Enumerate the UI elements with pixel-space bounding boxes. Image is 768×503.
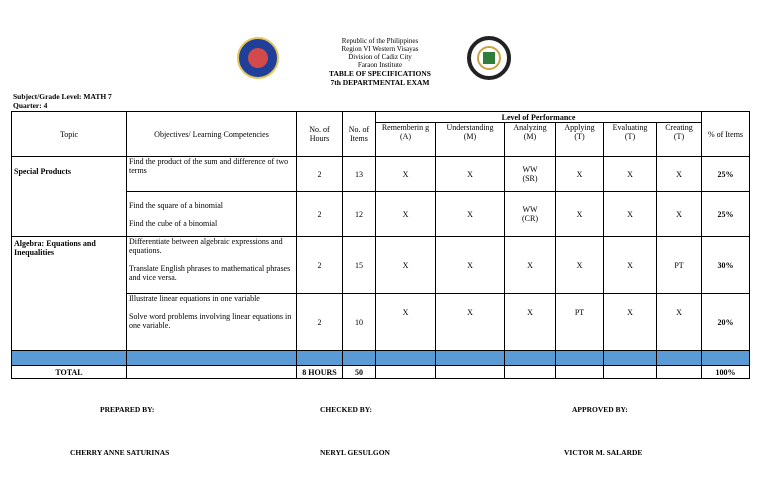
subject-grade-level: Subject/Grade Level: MATH 7 [13, 92, 112, 101]
level-cell: PT [657, 237, 702, 294]
level-cell: X [376, 157, 436, 192]
level-cell: X [376, 237, 436, 294]
deped-seal-logo [237, 37, 279, 79]
total-percent: 100% [702, 366, 750, 379]
total-row [12, 366, 750, 379]
level-evaluating: Evaluating (T) [604, 123, 657, 157]
header-title: TABLE OF SPECIFICATIONS [329, 69, 431, 78]
level-cell: X [505, 237, 556, 294]
level-cell: WW (CR) [505, 192, 556, 237]
level-cell: X [376, 294, 436, 351]
level-cell: PT [556, 294, 604, 351]
items-cell: 15 [343, 237, 376, 294]
total-hours: 8 HOURS [297, 366, 343, 379]
level-cell: X [436, 157, 505, 192]
approved-by-name: VICTOR M. SALARDE [564, 448, 643, 457]
level-cell: X [556, 157, 604, 192]
approved-by-label: APPROVED BY: [572, 405, 628, 414]
table-row [12, 157, 750, 192]
percent-cell: 20% [702, 294, 750, 351]
objective-cell: Illustrate linear equations in one variable Solve word problems involving linear equations in one variable. [127, 294, 297, 351]
hours-cell: 2 [297, 157, 343, 192]
total-label: TOTAL [12, 366, 127, 379]
header-items: No. of Items [343, 112, 376, 157]
header-line4: Faraon Institute [357, 61, 403, 69]
header-exam: 7th DEPARTMENTAL EXAM [330, 78, 430, 87]
level-cell: X [556, 237, 604, 294]
items-cell: 12 [343, 192, 376, 237]
header-line3: Division of Cadiz City [348, 53, 412, 61]
hours-cell: 2 [297, 192, 343, 237]
header-line2: Region VI Western Visayas [341, 45, 419, 53]
level-cell: X [376, 192, 436, 237]
header-level-of-performance: Level of Performance [376, 112, 702, 123]
level-cell: X [657, 294, 702, 351]
percent-cell: 25% [702, 157, 750, 192]
level-cell: X [505, 294, 556, 351]
percent-cell: 25% [702, 192, 750, 237]
checked-by-label: CHECKED BY: [320, 405, 373, 414]
total-items: 50 [343, 366, 376, 379]
percent-cell: 30% [702, 237, 750, 294]
level-cell: WW (SR) [505, 157, 556, 192]
level-cell: X [604, 237, 657, 294]
header-objectives: Objectives/ Learning Competencies [127, 112, 297, 157]
hours-cell: 2 [297, 294, 343, 351]
level-remembering: Rememberin g (A) [376, 123, 436, 157]
prepared-by-label: PREPARED BY: [100, 405, 155, 414]
level-applying: Applying (T) [556, 123, 604, 157]
items-cell: 10 [343, 294, 376, 351]
prepared-by-name: CHERRY ANNE SATURINAS [70, 448, 170, 457]
level-analyzing: Analyzing (M) [505, 123, 556, 157]
level-understanding: Understanding (M) [436, 123, 505, 157]
level-cell: X [556, 192, 604, 237]
header-topic: Topic [12, 112, 127, 157]
hours-cell: 2 [297, 237, 343, 294]
level-cell: X [657, 192, 702, 237]
level-cell: X [436, 294, 505, 351]
objective-cell: Differentiate between algebraic expressions and equations. Translate English phrases to mathematical phrases and vice versa. [127, 237, 297, 294]
level-cell: X [604, 294, 657, 351]
checked-by-name: NERYL GESULGON [320, 448, 390, 457]
separator-row [12, 351, 750, 366]
objective-cell: Find the product of the sum and difference of two terms [127, 157, 297, 192]
table-row [12, 237, 750, 294]
level-cell: X [436, 237, 505, 294]
specifications-table [11, 111, 750, 379]
topic-special-products: Special Products [12, 157, 127, 237]
level-cell: X [604, 192, 657, 237]
header-percent: % of Items [702, 112, 750, 157]
level-creating: Creating (T) [657, 123, 702, 157]
level-cell: X [657, 157, 702, 192]
topic-algebra: Algebra: Equations and Inequalities [12, 237, 127, 351]
header-hours: No. of Hours [297, 112, 343, 157]
items-cell: 13 [343, 157, 376, 192]
level-cell: X [436, 192, 505, 237]
objective-cell: Find the square of a binomial Find the cube of a binomial [127, 192, 297, 237]
header-line1: Republic of the Philippines [341, 37, 419, 45]
quarter: Quarter: 4 [13, 101, 48, 110]
level-cell: X [604, 157, 657, 192]
